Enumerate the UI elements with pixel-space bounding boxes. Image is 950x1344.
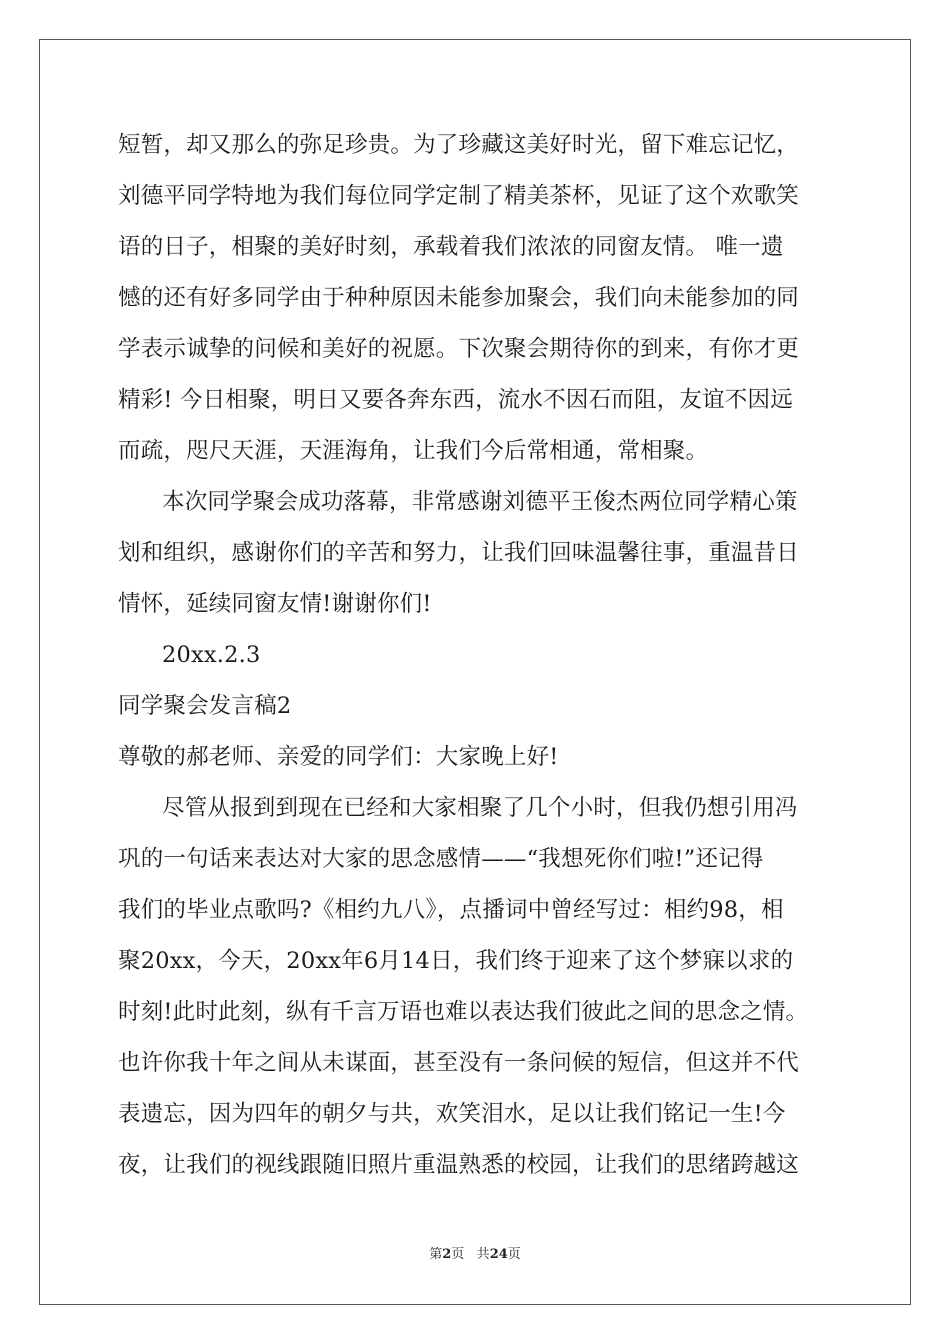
paragraph-line: 表遗忘，因为四年的朝夕与共，欢笑泪水，足以让我们铭记一生!今 [118,1101,786,1127]
total-pages: 24 [489,1247,508,1262]
date-line: 20xx.2.3 [162,642,261,668]
page-footer [0,1245,950,1265]
section-title: 同学聚会发言稿2 [118,693,292,719]
page-number: 2 [442,1247,452,1262]
paragraph-line: 也许你我十年之间从未谋面，甚至没有一条问候的短信，但这并不代 [118,1050,800,1076]
paragraph-line: 巩的一句话来表达对大家的思念感情——“我想死你们啦!”还记得 [118,846,764,872]
paragraph-line: 夜，让我们的视线跟随旧照片重温熟悉的校园，让我们的思绪跨越这 [118,1152,800,1178]
paragraph-line: 聚20xx，今天，20xx年6月14日，我们终于迎来了这个梦寐以求的 [118,948,794,974]
paragraph-line: 学表示诚挚的问候和美好的祝愿。下次聚会期待你的到来，有你才更 [118,336,800,362]
total-prefix: 共 [476,1247,490,1262]
paragraph-line: 情怀，延续同窗友情!谢谢你们! [118,591,432,617]
paragraph-line: 精彩! 今日相聚，明日又要各奔东西，流水不因石而阻，友谊不因远 [118,387,793,413]
paragraph-line: 我们的毕业点歌吗?《相约九八》，点播词中曾经写过：相约98，相 [118,897,784,923]
paragraph-line: 划和组织，感谢你们的辛苦和努力，让我们回味温馨往事，重温昔日 [118,540,800,566]
paragraph-line: 语的日子，相聚的美好时刻，承载着我们浓浓的同窗友情。 唯一遗 [118,234,784,260]
salutation: 尊敬的郝老师、亲爱的同学们：大家晚上好! [118,744,559,770]
paragraph-line: 刘德平同学特地为我们每位同学定制了精美茶杯，见证了这个欢歌笑 [118,183,800,209]
paragraph-line: 本次同学聚会成功落幕，非常感谢刘德平王俊杰两位同学精心策 [162,489,798,515]
total-suffix: 页 [507,1247,521,1262]
paragraph-line: 憾的还有好多同学由于种种原因未能参加聚会，我们向未能参加的同 [118,285,800,311]
paragraph-line: 尽管从报到到现在已经和大家相聚了几个小时，但我仍想引用冯 [162,795,798,821]
page-suffix: 页 [451,1247,465,1262]
page-prefix: 第 [429,1247,443,1262]
paragraph-line: 而疏，咫尺天涯，天涯海角，让我们今后常相通，常相聚。 [118,438,709,464]
paragraph-line: 短暂，却又那么的弥足珍贵。为了珍藏这美好时光，留下难忘记忆， [118,132,800,158]
paragraph-line: 时刻!此时此刻，纵有千言万语也难以表达我们彼此之间的思念之情。 [118,999,809,1025]
